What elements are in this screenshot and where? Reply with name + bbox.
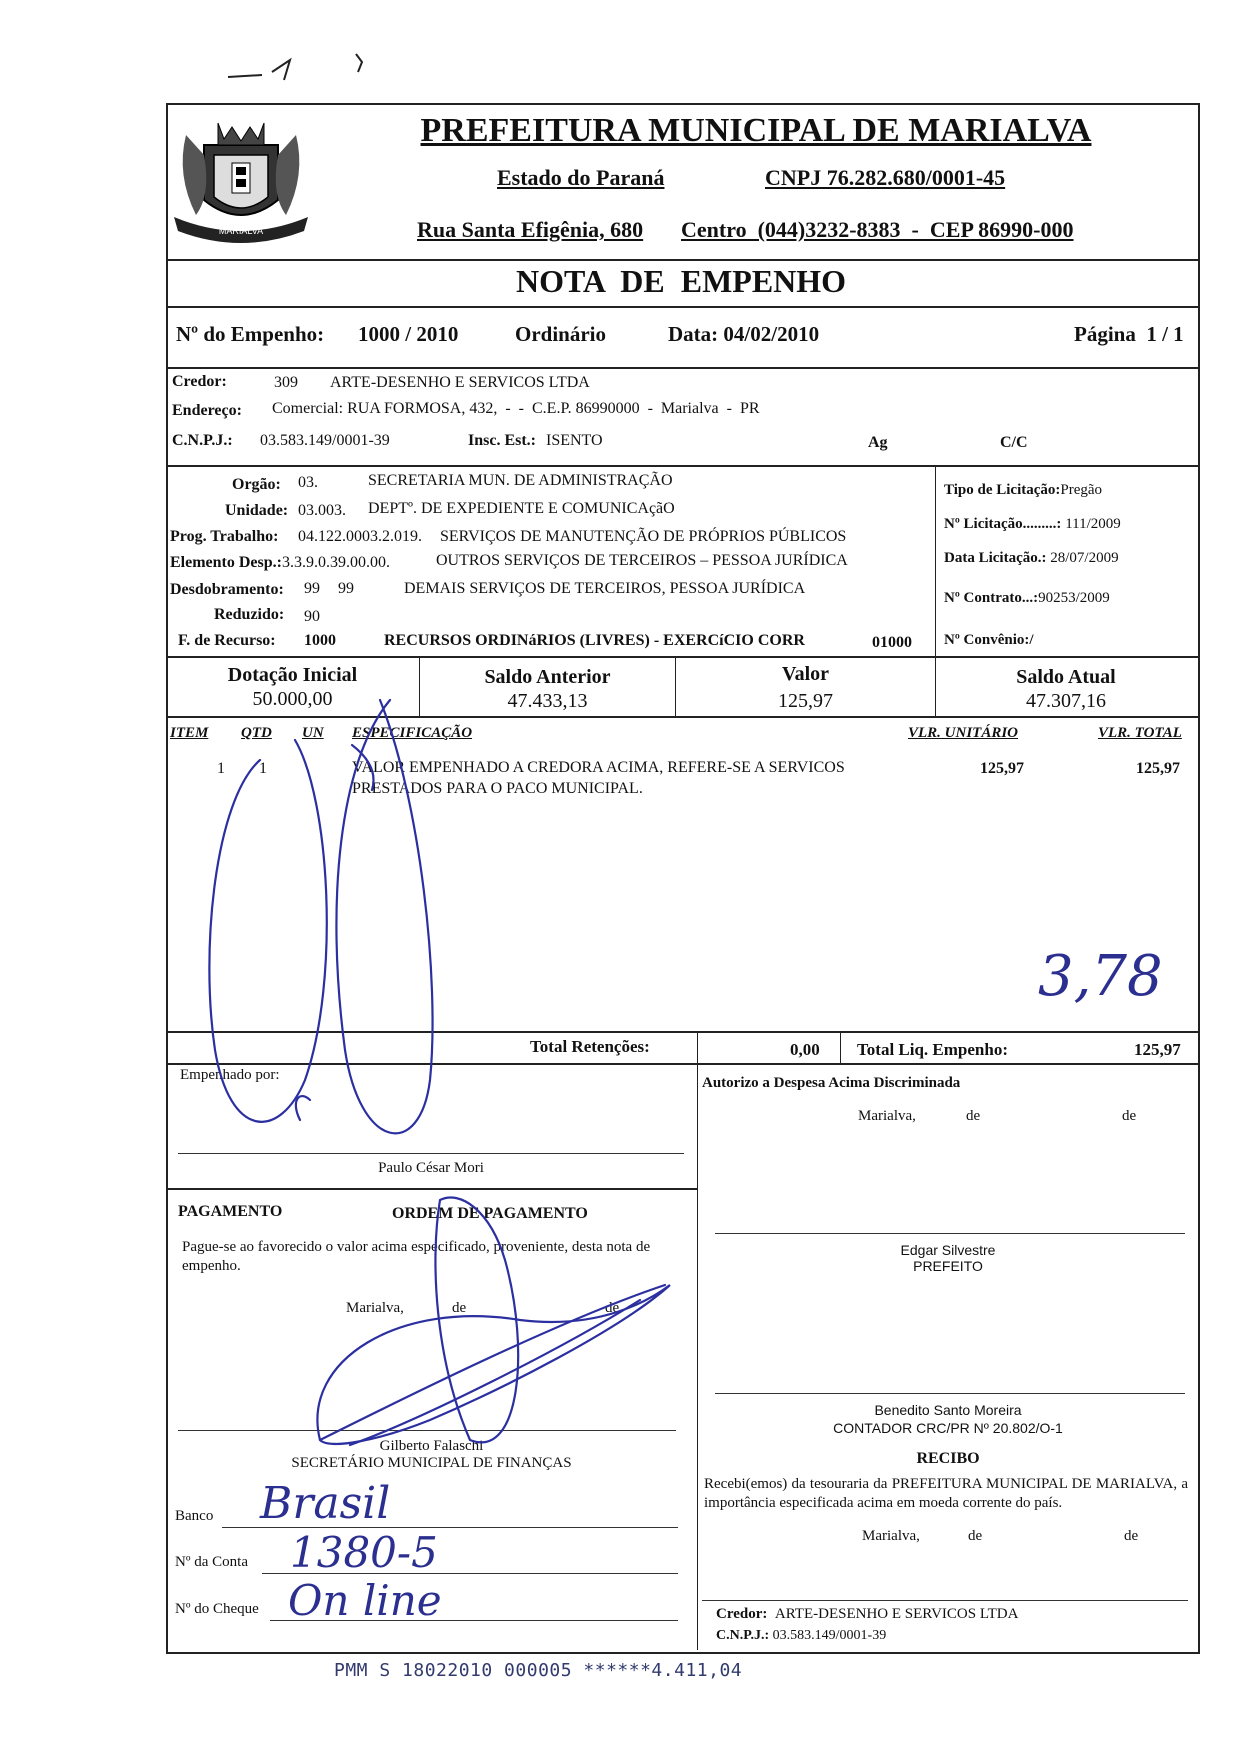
item-qtd: 1 bbox=[259, 760, 267, 777]
recibo-label: RECIBO bbox=[916, 1450, 980, 1467]
pagamento-de-2: de bbox=[605, 1300, 620, 1316]
account-label: C/C bbox=[1000, 434, 1028, 451]
data-licitacao: Data Licitação.: 28/07/2009 bbox=[944, 550, 1119, 566]
agency-label: Ag bbox=[868, 434, 888, 451]
empenhado-por-label: Empenhado por: bbox=[180, 1067, 280, 1083]
signature-line bbox=[715, 1393, 1185, 1394]
orgao-code: 03. bbox=[298, 474, 318, 491]
credor-name: ARTE-DESENHO E SERVICOS LTDA bbox=[330, 374, 590, 391]
desdobramento-label: Desdobramento: bbox=[170, 581, 284, 598]
document-title: NOTA DE EMPENHO bbox=[515, 263, 847, 299]
credor-insc: ISENTO bbox=[546, 432, 603, 449]
fonte-code: 1000 bbox=[304, 632, 336, 649]
state-name: Estado do Paraná bbox=[497, 165, 665, 190]
autorizo-place: Marialva, bbox=[858, 1108, 916, 1124]
dotacao-inicial-label: Dotação Inicial bbox=[227, 664, 358, 686]
divider bbox=[840, 1031, 841, 1063]
dotacao-inicial-value: 50.000,00 bbox=[252, 688, 333, 710]
empenho-label: Nº do Empenho: bbox=[176, 322, 325, 346]
divider bbox=[697, 1031, 698, 1650]
pagamento-place: Marialva, bbox=[346, 1300, 404, 1316]
autorizo-label: Autorizo a Despesa Acima Discriminada bbox=[702, 1075, 961, 1091]
recibo-de-1: de bbox=[968, 1528, 983, 1544]
saldo-anterior-value: 47.433,13 bbox=[507, 690, 588, 712]
fonte-name: RECURSOS ORDINáRIOS (LIVRES) - EXERCíCIO CORR bbox=[384, 632, 805, 649]
contador-name: Benedito Santo Moreira bbox=[874, 1402, 1022, 1418]
pagamento-text: Pague-se ao favorecido o valor acima especificado, proveniente, desta nota de empenho. bbox=[182, 1239, 651, 1274]
item-unit-value: 125,97 bbox=[980, 760, 1024, 777]
address-contact: Centro (044)3232-8383 - CEP 86990-000 bbox=[681, 217, 1074, 242]
elemento-label: Elemento Desp.: bbox=[170, 554, 282, 571]
item-description-line2: PRESTADOS PARA O PACO MUNICIPAL. bbox=[352, 780, 643, 797]
signature-line bbox=[702, 1600, 1188, 1601]
valor-label: Valor bbox=[781, 663, 830, 685]
contador-role: CONTADOR CRC/PR Nº 20.802/O-1 bbox=[833, 1420, 1063, 1436]
credor-address: Comercial: RUA FORMOSA, 432, - - C.E.P. 86990000 - Marialva - PR bbox=[272, 400, 760, 417]
column-un: UN bbox=[302, 725, 324, 741]
liquido-label: Total Liq. Empenho: bbox=[857, 1040, 1008, 1059]
prog-name: SERVIÇOS DE MANUTENÇÃO DE PRÓPRIOS PÚBLICOS bbox=[440, 528, 847, 545]
divider bbox=[166, 656, 1200, 658]
prog-label: Prog. Trabalho: bbox=[170, 528, 279, 545]
insc-label: Insc. Est.: bbox=[468, 432, 537, 449]
handwritten-conta: 1380-5 bbox=[290, 1528, 438, 1577]
rodape-credor: Credor: ARTE-DESENHO E SERVICOS LTDA bbox=[716, 1606, 1019, 1622]
empenho-number: 1000 / 2010 bbox=[358, 322, 459, 346]
item-total-value: 125,97 bbox=[1136, 760, 1180, 777]
payment-stamp: PMM S 18022010 000005 ******4.411,04 bbox=[334, 1660, 743, 1681]
banco-label: Banco bbox=[175, 1508, 214, 1524]
signature-line bbox=[715, 1233, 1185, 1234]
empenho-type: Ordinário bbox=[515, 322, 607, 346]
retencoes-value: 0,00 bbox=[790, 1040, 820, 1059]
secretario-role: SECRETÁRIO MUNICIPAL DE FINANÇAS bbox=[291, 1455, 572, 1471]
signature-line bbox=[178, 1153, 684, 1154]
numero-licitacao: Nº Licitação.........: 111/2009 bbox=[944, 516, 1121, 532]
column-valor-unitario: VLR. UNITÁRIO bbox=[908, 725, 1019, 741]
saldo-anterior-label: Saldo Anterior bbox=[484, 666, 611, 688]
recibo-text: Recebi(emos) da tesouraria da PREFEITURA MUNICIPAL DE MARIALVA, a importância especificada acima em moeda corrente do país. bbox=[704, 1476, 1188, 1511]
divider bbox=[166, 1188, 697, 1190]
orgao-name: SECRETARIA MUN. DE ADMINISTRAÇÃO bbox=[368, 472, 673, 489]
item-description-line1: VALOR EMPENHADO A CREDORA ACIMA, REFERE-SE A SERVICOS bbox=[352, 759, 845, 776]
unidade-name: DEPTº. DE EXPEDIENTE E COMUNICAçãO bbox=[368, 500, 675, 517]
endereco-label: Endereço: bbox=[172, 402, 242, 419]
autorizo-de-1: de bbox=[966, 1108, 981, 1124]
municipality-cnpj: CNPJ 76.282.680/0001-45 bbox=[765, 165, 1006, 190]
credor-label: Credor: bbox=[172, 373, 227, 390]
credor-cnpj: 03.583.149/0001-39 bbox=[260, 432, 390, 449]
divider bbox=[166, 1063, 1200, 1065]
fonte-label: F. de Recurso: bbox=[178, 632, 276, 649]
prog-code: 04.122.0003.2.019. bbox=[298, 528, 422, 545]
divider bbox=[166, 367, 1200, 369]
elemento-name: OUTROS SERVIÇOS DE TERCEIROS – PESSOA JURÍDICA bbox=[436, 552, 848, 569]
coat-of-arms-icon bbox=[166, 105, 316, 255]
reduzido-value: 90 bbox=[304, 608, 320, 625]
prefeito-role: PREFEITO bbox=[913, 1258, 983, 1274]
divider bbox=[166, 1031, 1200, 1033]
column-especificacao: ESPECIFICAÇÃO bbox=[352, 725, 473, 741]
orgao-label: Orgão: bbox=[232, 476, 281, 493]
unidade-label: Unidade: bbox=[225, 502, 289, 519]
saldo-atual-label: Saldo Atual bbox=[1016, 666, 1116, 688]
street-address: Rua Santa Efigênia, 680 bbox=[417, 217, 644, 242]
ordem-pagamento-label: ORDEM DE PAGAMENTO bbox=[392, 1205, 588, 1222]
column-qtd: QTD bbox=[241, 725, 272, 741]
cnpj-label: C.N.P.J.: bbox=[172, 432, 233, 449]
handwritten-cheque: On line bbox=[288, 1576, 442, 1625]
desdobramento-a: 99 bbox=[304, 580, 320, 597]
desdobramento-b: 99 bbox=[338, 580, 354, 597]
numero-contrato: Nº Contrato...:90253/2009 bbox=[944, 590, 1110, 606]
empenho-date: Data: 04/02/2010 bbox=[668, 322, 820, 346]
handwritten-banco: Brasil bbox=[260, 1478, 391, 1529]
conta-label: Nº da Conta bbox=[175, 1554, 248, 1570]
empenhado-por-name: Paulo César Mori bbox=[378, 1160, 484, 1176]
elemento-code: 3.3.9.0.39.00.00. bbox=[282, 554, 390, 571]
divider bbox=[166, 306, 1200, 308]
cheque-label: Nº do Cheque bbox=[175, 1601, 259, 1617]
tipo-licitacao: Tipo de Licitação:Pregão bbox=[944, 482, 1103, 498]
municipality-title: PREFEITURA MUNICIPAL DE MARIALVA bbox=[420, 112, 1092, 149]
saldo-atual-value: 47.307,16 bbox=[1026, 690, 1106, 712]
handwritten-calculation: 3,78 bbox=[1038, 944, 1163, 1009]
numero-convenio: Nº Convênio:/ bbox=[944, 632, 1034, 648]
column-valor-total: VLR. TOTAL bbox=[1098, 725, 1182, 741]
divider bbox=[166, 259, 1200, 261]
item-number: 1 bbox=[217, 760, 225, 777]
fonte-number: 01000 bbox=[872, 634, 912, 651]
rodape-cnpj: C.N.P.J.: 03.583.149/0001-39 bbox=[716, 1628, 887, 1643]
reduzido-label: Reduzido: bbox=[214, 606, 285, 623]
signature-line bbox=[178, 1430, 676, 1431]
pagamento-de-1: de bbox=[452, 1300, 467, 1316]
liquido-value: 125,97 bbox=[1134, 1040, 1181, 1059]
recibo-place: Marialva, bbox=[862, 1528, 920, 1544]
divider bbox=[166, 465, 1200, 467]
credor-code: 309 bbox=[274, 374, 298, 391]
pagamento-label: PAGAMENTO bbox=[178, 1203, 283, 1220]
divider bbox=[935, 465, 936, 656]
retencoes-label: Total Retenções: bbox=[530, 1037, 650, 1056]
svg-text:MARIALVA: MARIALVA bbox=[218, 226, 264, 236]
column-item: ITEM bbox=[170, 725, 209, 741]
valor-value: 125,97 bbox=[778, 690, 833, 712]
autorizo-de-2: de bbox=[1122, 1108, 1137, 1124]
desdobramento-name: DEMAIS SERVIÇOS DE TERCEIROS, PESSOA JURÍDICA bbox=[404, 580, 806, 597]
divider bbox=[166, 716, 1200, 718]
secretario-name: Gilberto Falaschi bbox=[379, 1438, 484, 1454]
prefeito-name: Edgar Silvestre bbox=[900, 1242, 996, 1258]
recibo-de-2: de bbox=[1124, 1528, 1139, 1544]
page-number: Página 1 / 1 bbox=[1074, 322, 1184, 346]
unidade-code: 03.003. bbox=[298, 502, 346, 519]
